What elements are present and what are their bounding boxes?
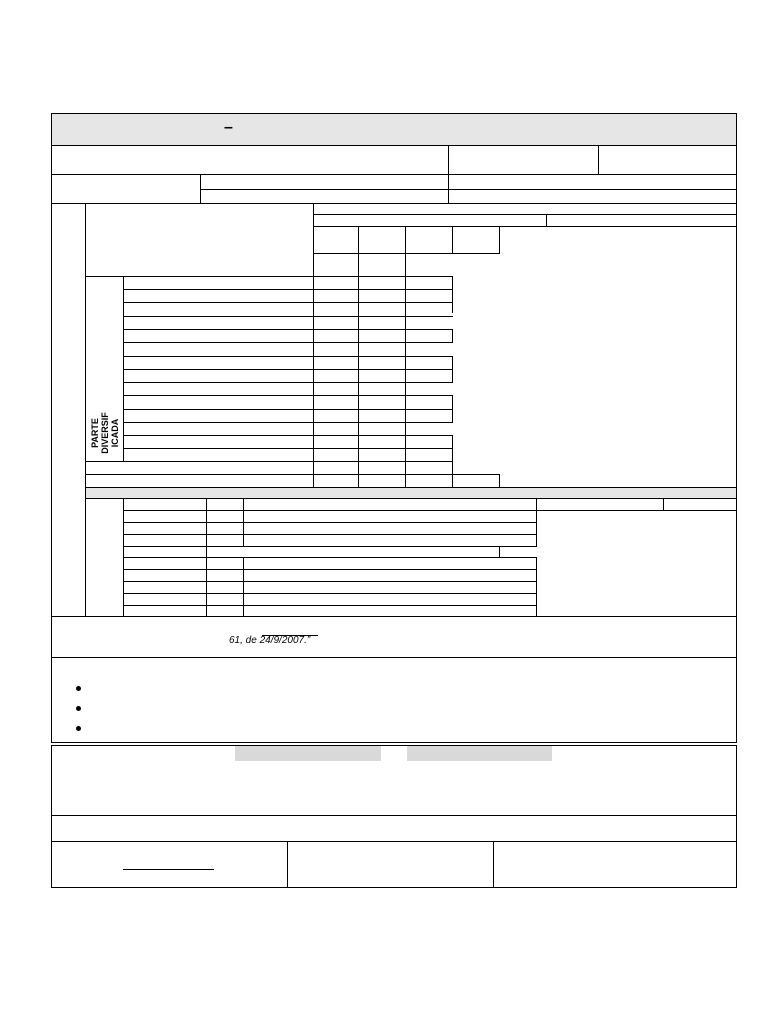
footnote-box xyxy=(51,616,737,658)
footnote-text: 61, de 24/9/2007.” xyxy=(229,635,311,646)
title-bar xyxy=(51,113,737,146)
info-row-1 xyxy=(51,145,737,175)
section-band xyxy=(85,487,737,499)
parte-diversificada-label: PARTE DIVERSIF ICADA xyxy=(90,412,120,454)
notes-box xyxy=(51,657,737,743)
highlight-field-1 xyxy=(235,746,381,761)
signature-row xyxy=(51,841,737,888)
approval-box xyxy=(51,745,737,816)
curriculum-block xyxy=(51,203,737,617)
blank-row xyxy=(51,815,737,842)
bullet-2 xyxy=(76,706,81,711)
signature-line xyxy=(123,869,214,870)
bullet-1 xyxy=(76,686,81,691)
highlight-field-2 xyxy=(407,746,552,761)
bullet-3 xyxy=(76,726,81,731)
title-dash: – xyxy=(224,119,233,136)
